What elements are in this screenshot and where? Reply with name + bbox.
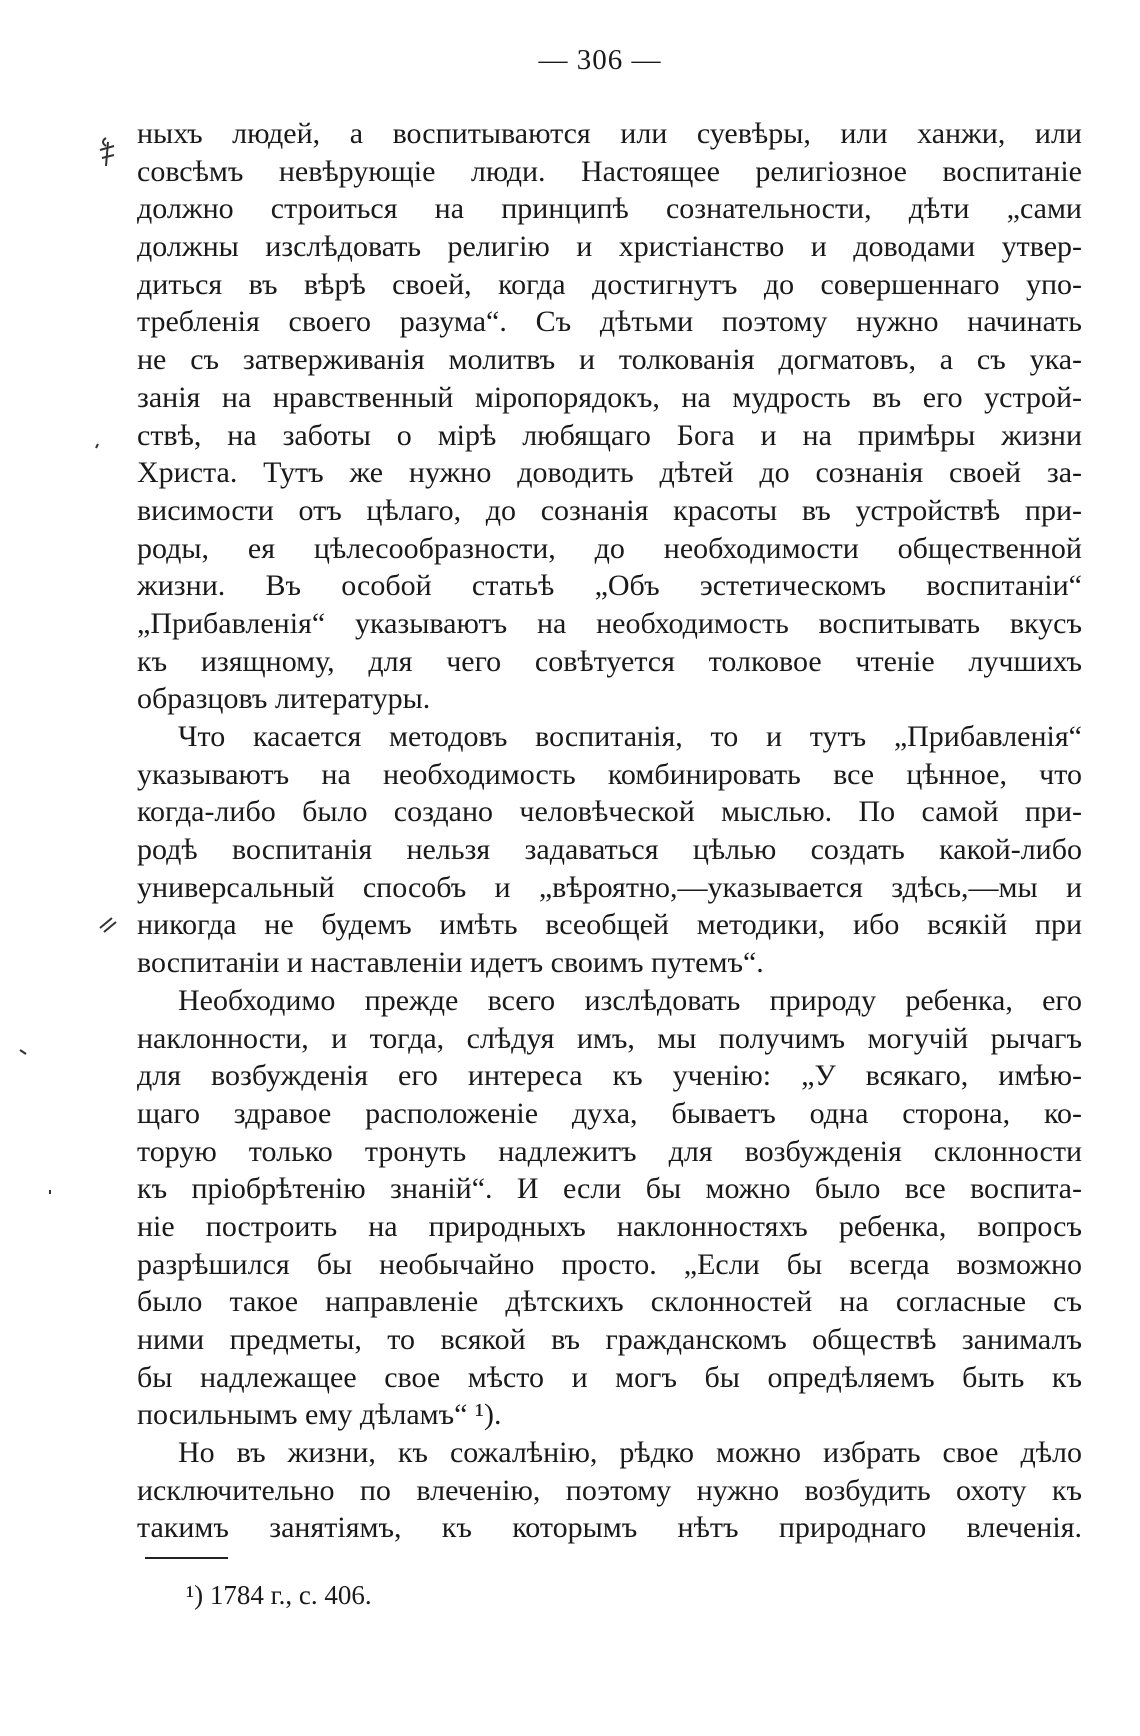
text-line: наклонности, и тогда, слѣдуя имъ, мы получимъ могучій рычагъ xyxy=(137,1021,1082,1055)
text-line: было такое направленіе дѣтскихъ склонностей на согласные съ xyxy=(137,1285,1082,1319)
text-line: когда-либо было создано человѣческой мыслью. По самой при- xyxy=(137,795,1082,829)
text-line: ними предметы, то всякой въ гражданскомъ обществѣ занималъ xyxy=(137,1323,1082,1356)
text-line: торую только тронуть надлежитъ для возбужденія склонности xyxy=(137,1134,1082,1168)
text-line: Христа. Тутъ же нужно доводить дѣтей до сознанія своей за- xyxy=(137,456,1082,490)
text-line: бы надлежащее свое мѣсто и могъ бы опредѣляемъ быть къ xyxy=(137,1360,1082,1394)
paragraph xyxy=(137,1434,1082,1547)
margin-mark-double-slash xyxy=(100,918,116,932)
text-line: должны изслѣдовать религію и христіанство и доводами утвер- xyxy=(137,230,1082,264)
text-line: исключительно по влеченію, поэтому нужно возбудить охоту къ xyxy=(137,1473,1082,1507)
text-line: никогда не будемъ имѣть всеобщей методики, ибо всякій при xyxy=(137,908,1082,942)
footnote: ¹) 1784 г., с. 406. xyxy=(186,1580,372,1610)
margin-mark-dash xyxy=(20,1050,26,1054)
text-line: Необходимо прежде всего изслѣдовать природу ребенка, его xyxy=(178,983,1082,1017)
text-line: указываютъ на необходимость комбинировать все цѣнное, что xyxy=(137,757,1082,791)
text-line: разрѣшился бы необычайно просто. „Если бы всегда возможно xyxy=(137,1247,1082,1281)
text-line: ныхъ людей, а воспитываются или суевѣры, или ханжи, или xyxy=(137,117,1082,150)
text-line: универсальный способъ и „вѣроятно,—указывается здѣсь,—мы и xyxy=(137,870,1082,904)
text-line: ніе построить на природныхъ наклонностяхъ ребенка, вопросъ xyxy=(137,1209,1082,1243)
text-line: диться въ вѣрѣ своей, когда достигнутъ до совершеннаго упо- xyxy=(137,267,1082,301)
text-line: совсѣмъ невѣрующіе люди. Настоящее религіозное воспитаніе xyxy=(137,154,1082,188)
text-line: „Прибавленія“ указываютъ на необходимость воспитывать вкусъ xyxy=(137,606,1082,640)
body-text xyxy=(137,115,1082,1547)
text-line: для возбужденія его интереса къ ученію: „У всякаго, имѣю- xyxy=(137,1059,1082,1093)
text-line: Что касается методовъ воспитанія, то и тутъ „Прибавленія“ xyxy=(178,720,1082,753)
paragraph xyxy=(137,982,1082,1434)
page-number: — 306 — xyxy=(538,44,662,76)
text-line: родѣ воспитанія нельзя задаваться цѣлью создать какой-либо xyxy=(137,833,1082,867)
text-line: висимости отъ цѣлаго, до сознанія красоты въ устройствѣ при- xyxy=(137,493,1082,527)
margin-mark-symbol xyxy=(100,138,114,166)
text-line: должно строиться на принципѣ сознательности, дѣти „сами xyxy=(137,192,1082,226)
margin-mark-tick xyxy=(96,444,98,448)
text-line: роды, ея цѣлесообразности, до необходимости общественной xyxy=(137,531,1082,565)
text-line: воспитаніи и наставленіи идетъ своимъ путемъ“. xyxy=(137,946,764,980)
footnote-divider xyxy=(145,1557,228,1559)
text-line: такимъ занятіямъ, къ которымъ нѣтъ природнаго влеченія. xyxy=(137,1511,1082,1545)
text-line: щаго здравое расположеніе духа, бываетъ одна сторона, ко- xyxy=(137,1096,1082,1130)
paragraph xyxy=(137,718,1082,982)
text-line: не съ затверживанія молитвъ и толкованія догматовъ, а съ ука- xyxy=(137,343,1082,377)
text-line: къ пріобрѣтенію знаній“. И если бы можно было все воспита- xyxy=(137,1172,1082,1206)
text-line: образцовъ литературы. xyxy=(137,682,431,716)
text-line: ствѣ, на заботы о мірѣ любящаго Бога и на примѣры жизни xyxy=(137,418,1082,452)
text-line: посильнымъ ему дѣламъ“ ¹). xyxy=(137,1398,502,1432)
text-line: занія на нравственный міропорядокъ, на мудрость въ его устрой- xyxy=(137,380,1082,414)
text-line: Но въ жизни, къ сожалѣнію, рѣдко можно избрать свое дѣло xyxy=(178,1436,1082,1470)
text-line: жизни. Въ особой статьѣ „Объ эстетическомъ воспитаніи“ xyxy=(137,569,1082,603)
text-line: требленія своего разума“. Съ дѣтьми поэтому нужно начинать xyxy=(137,305,1082,339)
text-line: къ изящному, для чего совѣтуется толковое чтеніе лучшихъ xyxy=(137,644,1082,678)
paragraph xyxy=(137,115,1082,718)
